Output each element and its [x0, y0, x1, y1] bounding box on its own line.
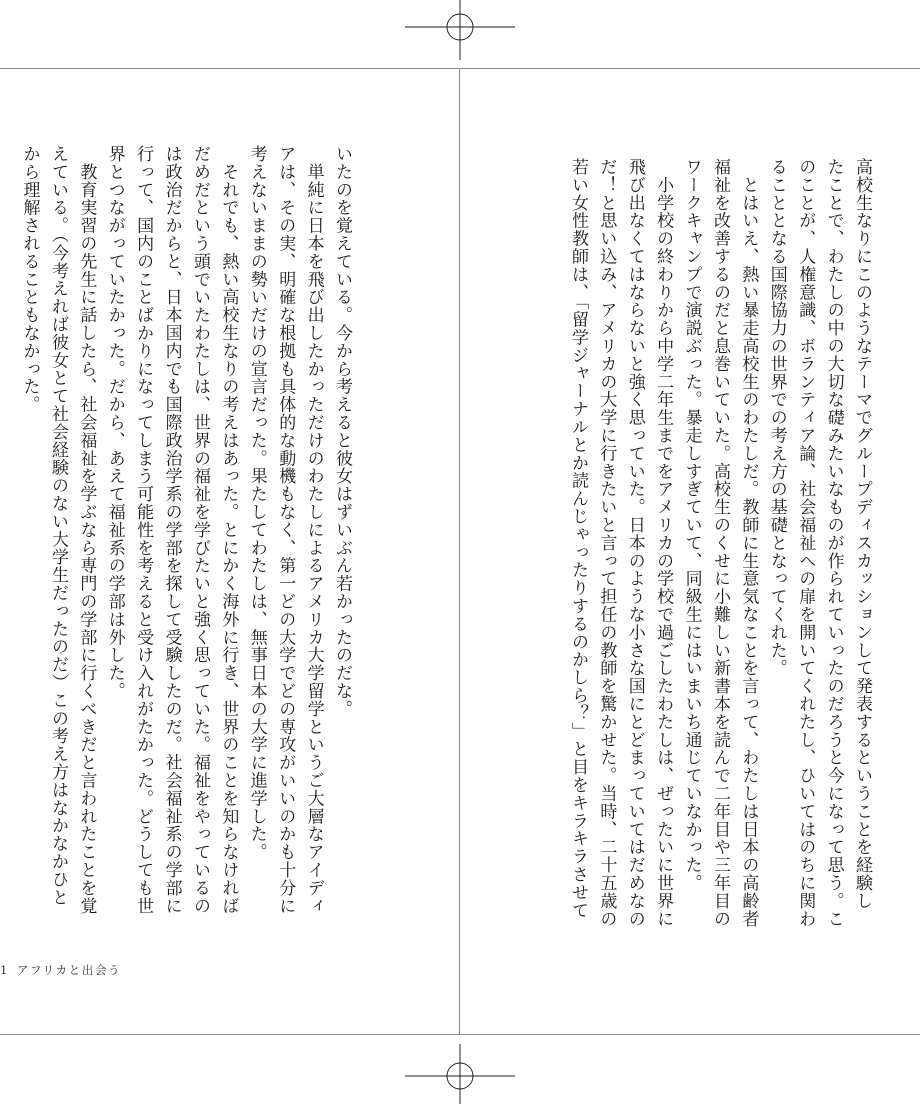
- spread-bottom-rule: [0, 1034, 920, 1035]
- text-line: は政治だからと、日本国内でも国際政治学系の学部を探して受験したのだ。社会福祉系の学部に: [161, 145, 182, 915]
- text-line: たことで、わたしの中の大切な礎みたいなものが作られていったのだろうと今になって思う。こ: [823, 158, 844, 928]
- text-line: 飛び出なくてはならないと強く思っていた。日本のような小さな国にとどまっていてはだめなの: [624, 158, 645, 928]
- right-page-text: [532, 158, 876, 958]
- text-line: だ！と思い込み、アメリカの大学に行きたいと言って担任の教師を驚かせた。当時、二十五歳の: [596, 158, 617, 928]
- text-line: ることとなる国際協力の世界での考え方の基礎となってくれた。: [766, 158, 787, 678]
- text-line: アは、その実、明確な根拠も具体的な動機もなく、第一どの大学でどの専攻がいいのかも十分に: [275, 145, 296, 915]
- text-line: 若い女性教師は、「留学ジャーナルとか読んじゃったりするのかしら？」と目をキラキラさせて: [567, 158, 588, 920]
- text-line: 行って、国内のことばかりになってしまう可能性を考えると受け入れがたかった。どうしても世: [133, 145, 154, 915]
- top-registration-mark: [405, 0, 515, 62]
- text-line: 考えないままの勢いだけの宣言だった。果たしてわたしは、無事日本の大学に進学した。: [246, 145, 267, 861]
- text-line: いたのを覚えている。今から考えると彼女はずいぶん若かったのだな。: [332, 145, 352, 718]
- bottom-registration-mark: [405, 1042, 515, 1104]
- text-line: ワークキャンプで演説ぶった。暴走しすぎていて、同級生にはいまいち通じていなかった。: [681, 158, 702, 892]
- text-line: のことが、人権意識、ボランティア論、社会福祉への扉を開いてくれたし、ひいてはのちに関わ: [795, 158, 816, 928]
- text-line: 教育実習の先生に話したら、社会福祉を学ぶなら専門の学部に行くべきだと言われたことを覚: [76, 145, 97, 915]
- text-line: 小学校の終わりから中学二年生までをアメリカの学校で過ごしたわたしは、ぜったいに世界に: [653, 158, 674, 928]
- page-footer: [0, 962, 121, 978]
- text-line: とはいえ、熱い暴走高校生のわたしだ。教師に生意気なことを言って、わたしは日本の高齢者: [738, 158, 759, 928]
- text-line: えている。（今考えれば彼女とて社会経験のない大学生だったのだ）この考え方はなかなかひと: [47, 145, 68, 907]
- running-head: アフリカと出会う: [16, 963, 122, 977]
- text-line: それでも、熱い高校生なりの考えはあった。とにかく海外に行き、世界のことを知らなければ: [218, 145, 239, 915]
- text-line: 高校生なりにこのようなテーマでグループディスカッションして発表するということを経験し: [852, 158, 872, 910]
- text-line: から理解されることもなかった。: [19, 145, 40, 414]
- spread-top-rule: [0, 68, 920, 69]
- text-line: 界とつながっていたかった。だから、あえて福祉系の学部は外した。: [104, 145, 125, 700]
- left-page-text: [12, 145, 356, 945]
- text-line: だめだという頭でいたわたしは、世界の福祉を学びたいと強く思っていた。福祉をやっているの: [189, 145, 210, 915]
- page-number: 1: [0, 963, 9, 977]
- gutter-rule: [459, 68, 460, 1035]
- text-line: 単純に日本を飛び出したかっただけのわたしによるアメリカ大学留学というご大層なアイディ: [303, 145, 324, 915]
- text-line: 福祉を改善するのだと息巻いていた。高校生のくせに小難しい新書本を読んで二年目や三年目の: [709, 158, 730, 928]
